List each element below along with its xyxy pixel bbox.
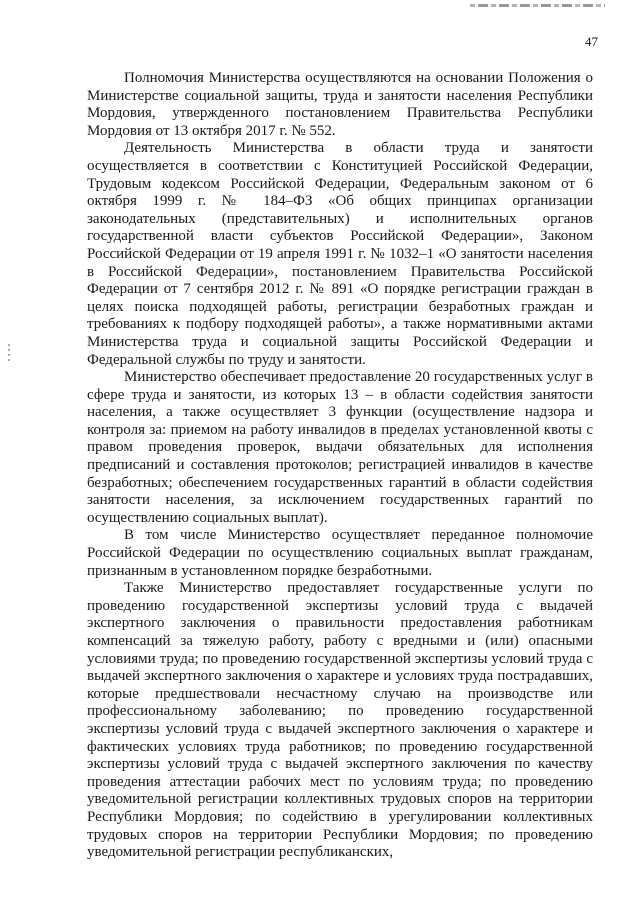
document-body bbox=[87, 70, 593, 862]
paragraph-delegated-authority: В том числе Министерство осуществляет переданное полномочие Российской Федерации по осуществлению социальных выплат гражданам, признанным в установленном порядке безработными. bbox=[87, 527, 593, 579]
paragraph-authority-basis: Полномочия Министерства осуществляются на основании Положения о Министерстве социальной защиты, труда и занятости населения Республики Мордовия, утвержденного постановлением Правительства Республики Мордовия от 13 октября 2017 г. № 552. bbox=[87, 70, 593, 139]
scan-artifact-left bbox=[8, 344, 10, 362]
scan-artifact-top bbox=[470, 4, 605, 7]
page-number: 47 bbox=[585, 34, 598, 49]
paragraph-expertise-services: Также Министерство предоставляет государственные услуги по проведению государственной экспертизы условий труда с выдачей экспертного заключения о правильности предоставления работникам компенсаций за тяжелую работу, работу с вредными и (или) опасными условиями труда; по проведению государственной экспертизы условий труда с выдачей экспертного заключения о характере и условиях труда пострадавших, которые предшествовали несчастному случаю на производстве или профессиональному заболеванию; по проведению государственной экспертизы условий труда с выдачей экспертного заключения о характере и фактических условиях труда работников; по проведению государственной экспертизы условий труда с выдачей экспертного заключения по качеству проведения аттестации рабочих мест по условиям труда; по проведению уведомительной регистрации коллективных трудовых споров на территории Республики Мордовия; по содействию в урегулировании коллективных трудовых споров на территории Республики Мордовия; по проведению уведомительной регистрации республиканских, bbox=[87, 580, 593, 861]
paragraph-services-functions: Министерство обеспечивает предоставление 20 государственных услуг в сфере труда и занятости, из которых 13 – в области содействия занятости населения, а также осуществляет 3 функции (осуществление надзора и контроля за: приемом на работу инвалидов в пределах установленной квоты с правом проведения проверок, выдачи обязательных для исполнения предписаний и составления протоколов; регистрацией инвалидов в качестве безработных; обеспечением государственных гарантий в области содействия занятости населения, за исключением государственных гарантий по осуществлению социальных выплат). bbox=[87, 369, 593, 526]
paragraph-legal-basis: Деятельность Министерства в области труда и занятости осуществляется в соответствии с Конституцией Российской Федерации, Трудовым кодексом Российской Федерации, Федеральным законом от 6 октября 1999 г. № 184–ФЗ «Об общих принципах организации законодательных (представительных) и исполнительных органов государственной власти субъектов Российской Федерации», Законом Российской Федерации от 19 апреля 1991 г. № 1032–1 «О занятости населения в Российской Федерации», постановлением Правительства Российской Федерации от 7 сентября 2012 г. № 891 «О порядке регистрации граждан в целях поиска подходящей работы, регистрации безработных граждан и требованиях к подбору подходящей работы», а также нормативными актами Министерства труда и социальной защиты Российской Федерации и Федеральной службы по труду и занятости. bbox=[87, 140, 593, 368]
